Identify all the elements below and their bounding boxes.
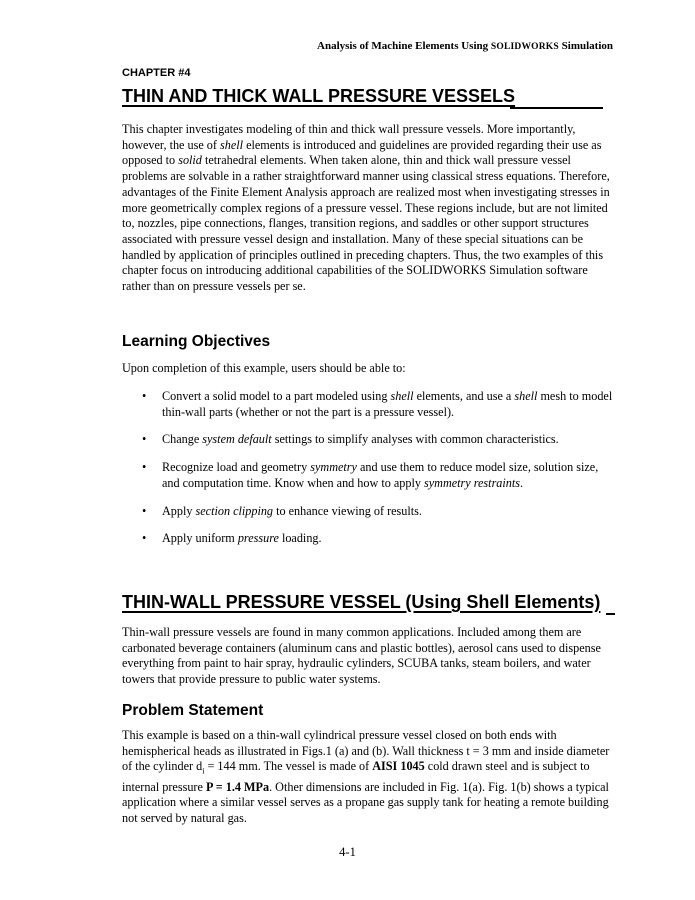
running-header-smallcaps: SOLIDWORKS (490, 42, 559, 52)
learning-objectives-heading: Learning Objectives (122, 333, 271, 350)
intro-paragraph: This chapter investigates modeling of thin and thick wall pressure vessels. More importantly, however, the use of shell elements is introduced and guidelines are provided regarding their use as opposed to solid tetrahedral elements. When taken alone, thin and thick wall pressure vessel problems are solvable in a rather straightforward manner using classical stress equations. Therefore, advantages of the Finite Element Analysis approach are realized most when investigating stresses in more geometrically complex regions of a pressure vessel. These regions include, but are not limited to, nozzles, pipe connections, flanges, transition regions, and saddles or other support structures associated with pressure vessel design and installation. Many of these special situations can be handled by application of principles outlined in preceding chapters. Thus, the two examples of this chapter focus on introducing additional capabilities of the SOLIDWORKS Simulation software rather than on pressure vessels per se. (122, 122, 610, 294)
learning-objectives-list (122, 389, 614, 559)
running-header-tail: Simulation (558, 40, 613, 52)
objective-item: • Apply section clipping to enhance viewing of results. (142, 503, 422, 518)
running-header (317, 40, 613, 52)
chapter-title: THIN AND THICK WALL PRESSURE VESSELS (122, 86, 516, 106)
section-thin-wall-title: THIN-WALL PRESSURE VESSEL (Using Shell Elements) (122, 592, 601, 612)
thin-wall-paragraph: Thin-wall pressure vessels are found in many common applications. Included among them are carbonated beverage containers (aluminum cans and plastic bottles), aerosol cans used to dispense everything from paint to hair spray, hydraulic cylinders, SCUBA tanks, steam boilers, and water towers that provide pressure to public water systems. (122, 625, 601, 687)
objective-item: • Recognize load and geometry symmetry and use them to reduce model size, solution size, and computation time. Know when and how to apply symmetry restraints. (142, 460, 599, 490)
objective-item: • Apply uniform pressure loading. (142, 531, 322, 546)
objective-item: • Change system default settings to simplify analyses with common characteristics. (142, 432, 559, 447)
chapter-title-underline-extension (510, 107, 603, 109)
objective-item: • Convert a solid model to a part modeled using shell elements, and use a shell mesh to model thin-wall parts (whether or not the part is a pressure vessel). (142, 389, 613, 419)
chapter-label: CHAPTER #4 (122, 67, 191, 79)
learning-objectives-lead: Upon completion of this example, users should be able to: (122, 361, 406, 375)
page-number: 4-1 (339, 845, 356, 859)
running-header-text: Analysis of Machine Elements Using (317, 40, 491, 52)
section-thin-wall-underline-extension (606, 613, 615, 615)
problem-statement-paragraph: This example is based on a thin-wall cylindrical pressure vessel closed on both ends with hemispherical heads as illustrated in Figs.1 (a) and (b). Wall thickness t = 3 mm and inside diameter of the cylinder $d_i = 144$ mm. The vessel is made of AISI 1045 cold drawn steel and is subject to internal pressure P = 1.4 MPa. Other dimensions are included in Fig. 1(a). Fig. 1(b) shows a typical application where a similar vessel serves as a propane gas supply tank for heating a remote building not served by natural gas. (122, 728, 610, 825)
problem-statement-heading: Problem Statement (122, 702, 264, 719)
